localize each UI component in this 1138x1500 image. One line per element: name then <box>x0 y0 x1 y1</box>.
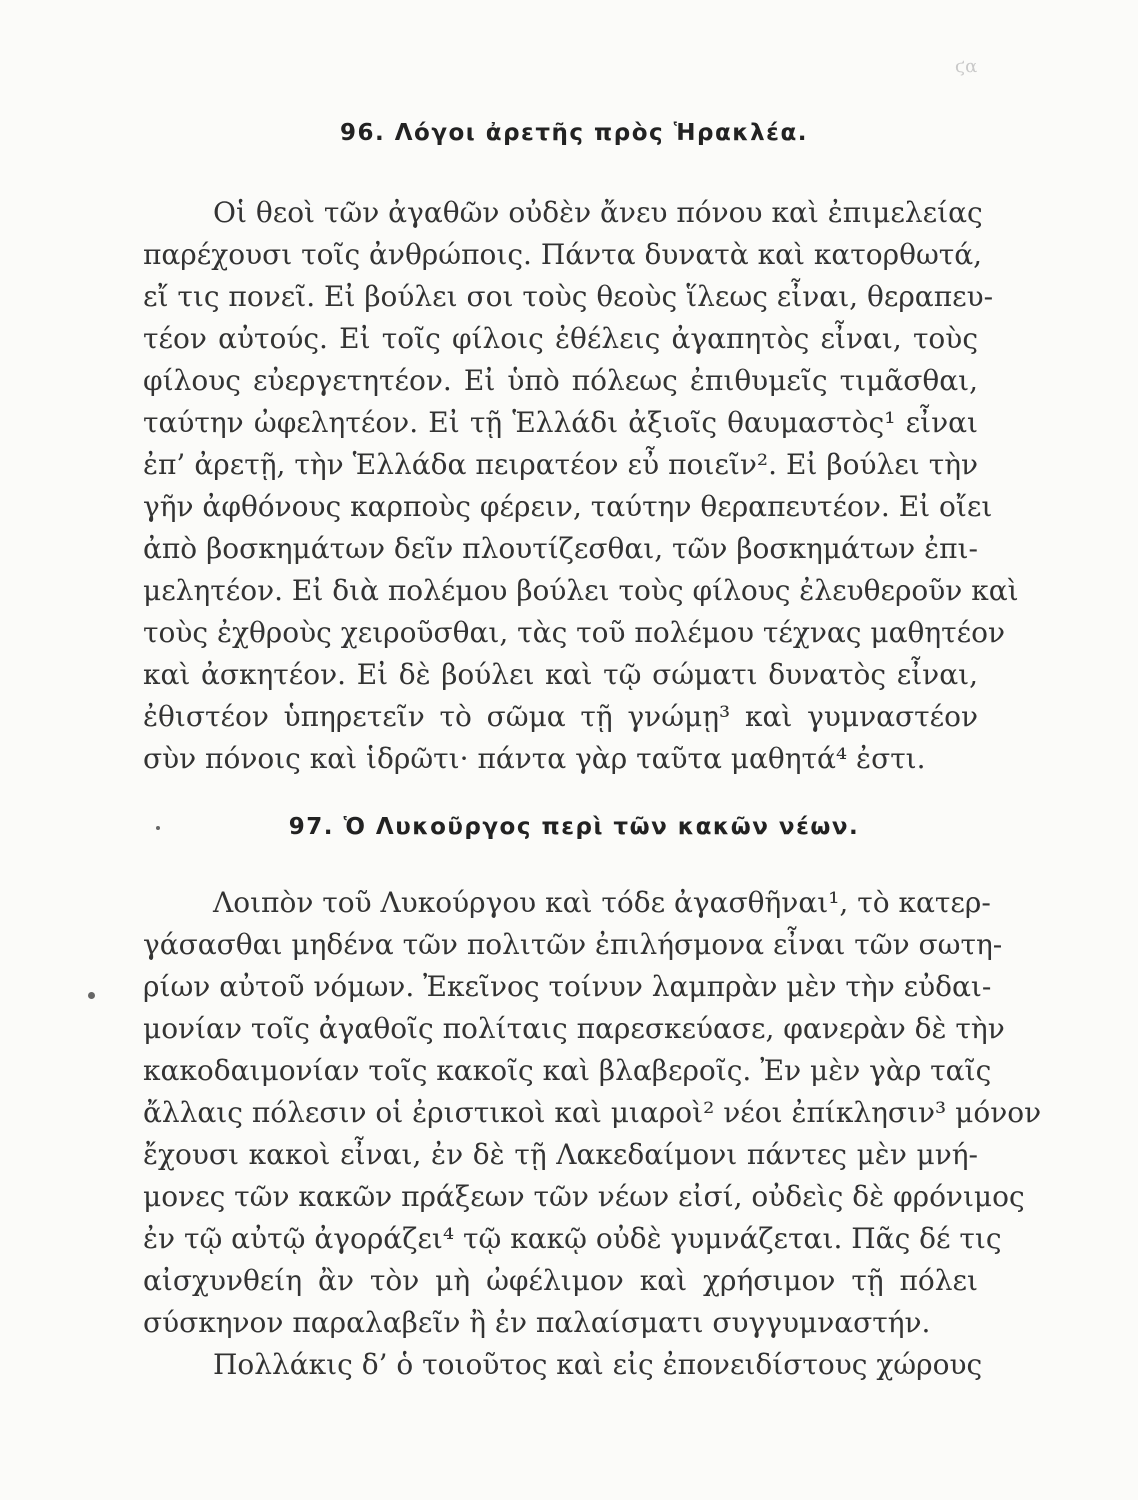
section-97-line: ἄλλαις πόλεσιν οἱ ἐριστικοὶ καὶ μιαροὶ² νέοι ἐπίκλησιν³ μόνον <box>143 1096 1042 1129</box>
section-97-line: Πολλάκις δ’ ὁ τοιοῦτος καὶ εἰς ἐπονειδίστους χώρους <box>213 1348 983 1381</box>
section-96-line: παρέχουσι τοῖς ἀνθρώποις. Πάντα δυνατὰ καὶ κατορθωτά, <box>143 238 983 271</box>
section-96-line: ταύτην ὠφελητέον. Εἰ τῇ Ἑλλάδι ἀξιοῖς θαυμαστὸς¹ εἶναι <box>143 406 978 439</box>
section-96-line: Οἱ θεοὶ τῶν ἀγαθῶν οὐδὲν ἄνευ πόνου καὶ ἐπιμελείας <box>213 196 983 229</box>
section-96-line: γῆν ἀφθόνους καρποὺς φέρειν, ταύτην θεραπευτέον. Εἰ οἴει <box>143 490 993 523</box>
section-97-line: Λοιπὸν τοῦ Λυκούργου καὶ τόδε ἀγασθῆναι¹, τὸ κατερ- <box>213 886 991 919</box>
section-96-line: φίλους εὐεργετητέον. Εἰ ὑπὸ πόλεως ἐπιθυμεῖς τιμᾶσθαι, <box>143 364 978 397</box>
section-97-line: σύσκηνον παραλαβεῖν ἢ ἐν παλαίσματι συγγυμναστήν. <box>143 1306 931 1339</box>
section-96-line: τέον αὐτούς. Εἰ τοῖς φίλοις ἐθέλεις ἀγαπητὸς εἶναι, τοὺς <box>143 322 978 355</box>
section-96-line: μελητέον. Εἰ διὰ πολέμου βούλει τοὺς φίλους ἐλευθεροῦν καὶ <box>143 574 1019 607</box>
section-96-line: εἴ τις πονεῖ. Εἰ βούλει σοι τοὺς θεοὺς ἵλεως εἶναι, θεραπευ- <box>143 280 994 313</box>
section-97-line: ἐν τῷ αὐτῷ ἀγοράζει⁴ τῷ κακῷ οὐδὲ γυμνάζεται. Πᾶς δέ τις <box>143 1222 1002 1255</box>
section-97-line: μονες τῶν κακῶν πράξεων τῶν νέων εἰσί, οὐδεὶς δὲ φρόνιμος <box>143 1180 1025 1213</box>
section-97-line: αἰσχυνθείη ἂν τὸν μὴ ὠφέλιμον καὶ χρήσιμον τῇ πόλει <box>143 1264 978 1297</box>
section-97-line: γάσασθαι μηδένα τῶν πολιτῶν ἐπιλήσμονα εἶναι τῶν σωτη- <box>143 928 1003 961</box>
section-96-title: 96. Λόγοι ἀρετῆς πρὸς Ἡρακλέα. <box>339 120 809 146</box>
section-97-title: 97. Ὁ Λυκοῦργος περὶ τῶν κακῶν νέων. <box>288 814 860 840</box>
section-96-line: τοὺς ἐχθροὺς χειροῦσθαι, τὰς τοῦ πολέμου τέχνας μαθητέον <box>143 616 1005 649</box>
margin-mark: ϛα <box>955 56 978 77</box>
section-97-line: ρίων αὐτοῦ νόμων. Ἐκεῖνος τοίνυν λαμπρὰν μὲν τὴν εὐδαι- <box>143 970 992 1003</box>
section-96-line: ἀπὸ βοσκημάτων δεῖν πλουτίζεσθαι, τῶν βοσκημάτων ἐπι- <box>143 532 978 565</box>
section-96-line: ἐπ’ ἀρετῇ, τὴν Ἑλλάδα πειρατέον εὖ ποιεῖν². Εἰ βούλει τὴν <box>143 448 978 481</box>
ink-spot-mark <box>88 992 95 999</box>
section-96-line: σὺν πόνοις καὶ ἱδρῶτι· πάντα γὰρ ταῦτα μαθητά⁴ ἐστι. <box>143 742 926 775</box>
section-96-line: καὶ ἀσκητέον. Εἰ δὲ βούλει καὶ τῷ σώματι δυνατὸς εἶναι, <box>143 658 978 691</box>
section-97-line: ἔχουσι κακοὶ εἶναι, ἐν δὲ τῇ Λακεδαίμονι πάντες μὲν μνή- <box>143 1138 978 1171</box>
section-97-line: μονίαν τοῖς ἀγαθοῖς πολίταις παρεσκεύασε, φανερὰν δὲ τὴν <box>143 1012 1005 1045</box>
section-96-line: ἐθιστέον ὑπηρετεῖν τὸ σῶμα τῇ γνώμῃ³ καὶ γυμναστέον <box>143 700 978 733</box>
section-97-line: κακοδαιμονίαν τοῖς κακοῖς καὶ βλαβεροῖς. Ἐν μὲν γὰρ ταῖς <box>143 1054 992 1087</box>
